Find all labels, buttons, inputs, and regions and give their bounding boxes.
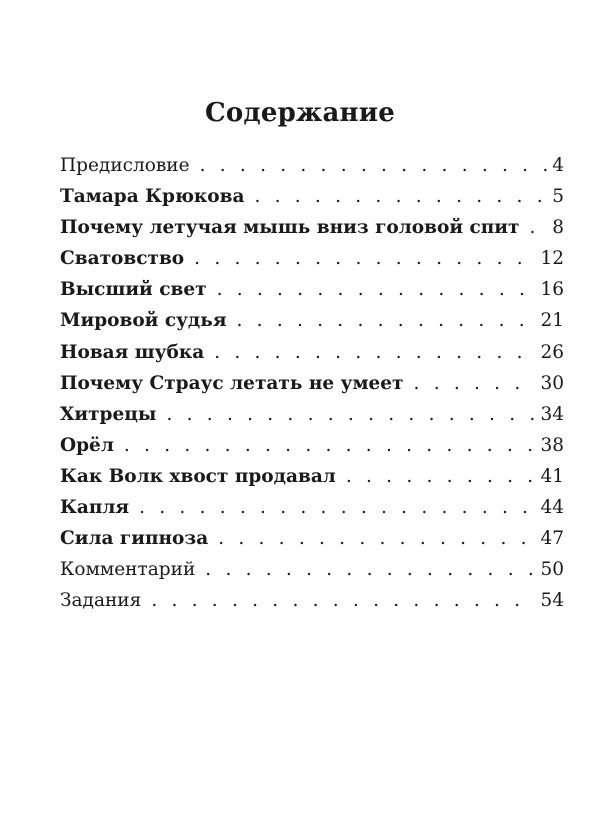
toc-entry: [60, 554, 564, 585]
toc-entry-title: Комментарий: [60, 559, 196, 581]
toc-entry: [60, 274, 564, 305]
toc-page-number: 21: [540, 310, 564, 332]
toc-dot-leader: [530, 212, 549, 243]
toc-page-number: 26: [540, 341, 564, 363]
toc-entry-title: Сила гипноза: [60, 528, 209, 550]
toc-entry: [60, 399, 564, 430]
toc-entry: [60, 150, 564, 181]
toc-dot-leader: [124, 430, 537, 461]
toc-page-number: 50: [540, 559, 564, 581]
toc-entry: [60, 368, 564, 399]
toc-page-number: 54: [540, 590, 564, 612]
toc-page-number: 16: [540, 279, 564, 301]
toc-dot-leader: [194, 243, 536, 274]
toc-entry: [60, 243, 564, 274]
toc-entry: [60, 212, 564, 243]
toc-entry-title: Высший свет: [60, 279, 207, 301]
toc-dot-leader: [237, 305, 537, 336]
toc-dot-leader: [214, 337, 536, 368]
toc-title: Содержание: [204, 98, 396, 128]
toc-dot-leader: [200, 150, 549, 181]
toc-entry-title: Орёл: [60, 434, 114, 456]
toc-page-number: 4: [552, 155, 564, 176]
toc-dot-leader: [254, 181, 548, 212]
toc-page-number: 34: [540, 403, 564, 425]
toc-entry-title: Почему летучая мышь вниз головой спит: [60, 217, 520, 239]
toc-entry-title: Почему Страус летать не умеет: [60, 372, 404, 394]
toc-entry-title: Как Волк хвост продавал: [60, 465, 336, 487]
toc-dot-leader: [414, 368, 537, 399]
toc-entry: [60, 337, 564, 368]
toc-page-number: 5: [552, 186, 564, 208]
toc-list: [60, 150, 564, 616]
toc-entry: [60, 585, 564, 616]
toc-entry-title: Новая шубка: [60, 341, 205, 363]
toc-page-number: 30: [540, 372, 564, 394]
toc-entry-title: Предисловие: [60, 155, 190, 176]
toc-page-number: 8: [552, 217, 564, 239]
toc-entry-title: Тамара Крюкова: [60, 186, 245, 208]
toc-dot-leader: [139, 492, 536, 523]
toc-entry-title: Задания: [60, 590, 142, 612]
toc-dot-leader: [217, 274, 537, 305]
toc-entry: [60, 492, 564, 523]
toc-entry-title: Мировой судья: [60, 310, 227, 332]
toc-dot-leader: [151, 585, 536, 616]
toc-page-number: 12: [540, 248, 564, 270]
toc-entry-title: Хитрецы: [60, 403, 157, 425]
toc-dot-leader: [346, 461, 537, 492]
toc-page-number: 38: [540, 434, 564, 456]
toc-dot-leader: [205, 554, 536, 585]
toc-entry: [60, 461, 564, 492]
toc-entry-title: Сватовство: [60, 248, 185, 270]
toc-entry: [60, 523, 564, 554]
toc-entry: [60, 305, 564, 336]
toc-entry: [60, 430, 564, 461]
toc-dot-leader: [218, 523, 536, 554]
toc-page-number: 44: [540, 497, 564, 519]
toc-entry-title: Капля: [60, 497, 130, 519]
toc-page-number: 47: [540, 528, 564, 550]
toc-page-number: 41: [540, 465, 564, 487]
toc-entry: [60, 181, 564, 212]
toc-dot-leader: [166, 399, 536, 430]
